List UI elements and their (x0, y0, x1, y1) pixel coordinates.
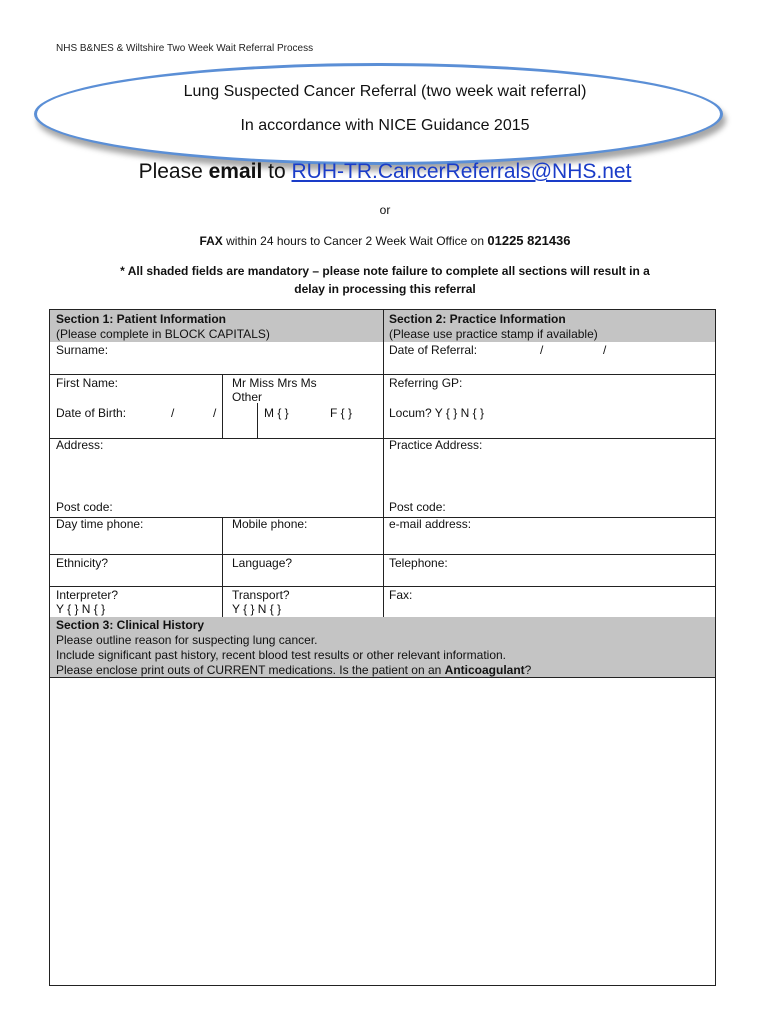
practice-email-label: e-mail address: (389, 517, 472, 531)
section3-line3-suffix: ? (524, 663, 532, 677)
surname-label: Surname: (56, 343, 109, 357)
title-oval (34, 63, 723, 165)
section2-subtitle: (Please use practice stamp if available) (389, 327, 598, 341)
ethnicity-label: Ethnicity? (56, 556, 109, 570)
email-instruction (0, 160, 770, 184)
fax-instruction (0, 233, 770, 248)
gender-male[interactable]: M { } (264, 406, 289, 420)
header-note: NHS B&NES & Wiltshire Two Week Wait Referral Process (56, 43, 314, 54)
interpreter-label: Interpreter? (56, 588, 119, 602)
practice-fax-label: Fax: (389, 588, 413, 602)
mandatory-line2: delay in processing this referral (294, 282, 476, 296)
interpreter-yn[interactable]: Y { } N { } (56, 602, 106, 616)
fax-number: 01225 821436 (487, 233, 571, 248)
section3-line2: Include significant past history, recent blood test results or other relevant information. (56, 648, 507, 662)
transport-label: Transport? (232, 588, 290, 602)
title-other: Other (232, 390, 263, 404)
email-bold-word: email (208, 160, 263, 183)
address-label: Address: (56, 438, 104, 452)
day-phone-label: Day time phone: (56, 517, 144, 531)
mandatory-line1: * All shaded fields are mandatory – please note failure to complete all sections will result in a (120, 264, 650, 278)
section3-line3 (56, 663, 531, 677)
section1-subtitle: (Please complete in BLOCK CAPITALS) (56, 327, 270, 341)
gender-female[interactable]: F { } (330, 406, 353, 420)
first-name-label: First Name: (56, 376, 119, 390)
referring-gp-label: Referring GP: (389, 376, 463, 390)
section3-title: Section 3: Clinical History (56, 618, 205, 632)
referral-date-sep-2: / (603, 343, 607, 357)
transport-yn[interactable]: Y { } N { } (232, 602, 282, 616)
form-subtitle: In accordance with NICE Guidance 2015 (240, 117, 530, 134)
dob-label: Date of Birth: (56, 406, 127, 420)
or-text: or (379, 203, 391, 217)
anticoagulant-word: Anticoagulant (444, 663, 525, 677)
title-options: Mr Miss Mrs Ms (232, 376, 317, 390)
practice-postcode-label: Post code: (389, 500, 446, 514)
mobile-label: Mobile phone: (232, 517, 308, 531)
practice-address-label: Practice Address: (389, 438, 483, 452)
form-title: Lung Suspected Cancer Referral (two week wait referral) (183, 83, 587, 100)
patient-postcode-label: Post code: (56, 500, 113, 514)
section1-title: Section 1: Patient Information (56, 312, 227, 326)
email-to: to (262, 160, 292, 183)
fax-bold: FAX (199, 234, 223, 248)
referral-form (49, 309, 716, 986)
clinical-history-area[interactable] (50, 678, 715, 985)
referral-date-sep-1: / (540, 343, 544, 357)
email-prefix: Please (138, 160, 209, 183)
email-link[interactable]: RUH-TR.CancerReferrals@NHS.net (291, 160, 632, 183)
mandatory-notice (60, 262, 710, 298)
section3-line1: Please outline reason for suspecting lung cancer. (56, 633, 318, 647)
section3-line3-prefix: Please enclose print outs of CURRENT medications. Is the patient on an (56, 663, 445, 677)
section2-title: Section 2: Practice Information (389, 312, 566, 326)
dob-separator-2: / (213, 406, 217, 420)
fax-middle: within 24 hours to Cancer 2 Week Wait Office on (222, 234, 488, 248)
dob-separator-1: / (171, 406, 175, 420)
language-label: Language? (232, 556, 293, 570)
date-of-referral-label: Date of Referral: (389, 343, 478, 357)
practice-telephone-label: Telephone: (389, 556, 448, 570)
locum-label[interactable]: Locum? Y { } N { } (389, 406, 484, 420)
